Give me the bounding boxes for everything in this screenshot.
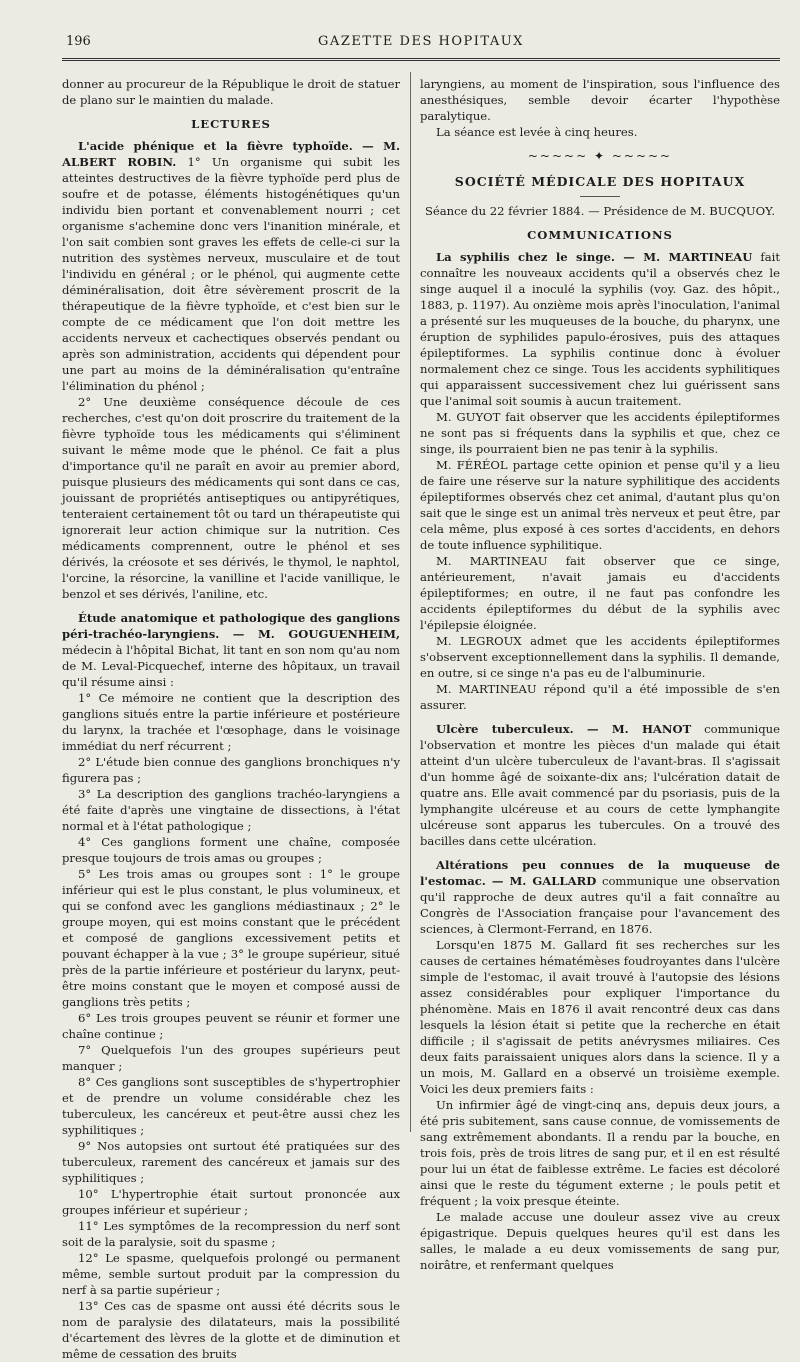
list-item: 9° Nos autopsies ont surtout été pratiquées sur des tuberculeux, rarement des cancéreux et jamais sur des syphilitiques ;: [62, 1139, 400, 1185]
list-item: 11° Les symptômes de la recompression du nerf sont soit de la paralysie, soit du spasme ;: [62, 1219, 400, 1249]
section-heading-communications: COMMUNICATIONS: [527, 228, 673, 242]
ornament-divider: ~~~~~ ✦ ~~~~~: [527, 149, 673, 163]
article-paragraph: M. MARTINEAU répond qu'il a été impossible de s'en assurer.: [420, 682, 780, 712]
list-item: 4° Ces ganglions forment une chaîne, composée presque toujours de trois amas ou groupes ;: [62, 835, 400, 865]
list-item: 3° La description des ganglions trachéo-laryngiens a été faite d'après une vingtaine de dissections, à l'état normal et à l'état pathologique ;: [62, 787, 400, 833]
header-rule: [62, 58, 780, 61]
article-ulcere-tuberculeux: [420, 721, 780, 849]
continued-paragraph: laryngiens, au moment de l'inspiration, sous l'influence des anesthésiques, semble devoir écarter l'hypothèse paralytique.: [420, 77, 780, 123]
list-item: 10° L'hypertrophie était surtout prononcée aux groupes inférieur et supérieur ;: [62, 1187, 400, 1217]
article-ganglions: [62, 610, 400, 690]
article-paragraph: Lorsqu'en 1875 M. Gallard fit ses recherches sur les causes de certaines hématémèses foudroyantes dans l'ulcère simple de l'estomac, il avait trouvé à l'autopsie des lésions assez considérables pour expliquer l'importance du phénomène. Mais en 1876 il avait rencontré deux cas dans lesquels la lésion était si petite que la recherche en était difficile ; il s'agissait de petits anévrysmes miliaires. Ces deux faits paraissaient uniques alors dans la science. Il y a un mois, M. Gallard en a observé un troisième exemple. Voici les deux premiers faits :: [420, 938, 780, 1096]
article-paragraph: 2° Une deuxième conséquence découle de ces recherches, c'est qu'on doit proscrire du traitement de la fièvre typhoïde tous les médicaments qui s'éliminent suivant le même mode que le phénol. Ce fait a plus d'importance qu'il ne paraît en avoir au premier abord, puisque plusieurs des médicaments qui sont dans ce cas, jouissant de propriétés antiseptiques ou antipyrétiques, tenteraient certainement tôt ou tard un thérapeutiste qui ignorerait leur action chimique sur la nutrition. Ces médicaments comprennent, outre le phénol et ses dérivés, la créosote et ses dérivés, le thymol, le naphtol, l'orcine, la résorcine, la vanilline et l'acide vanillique, le benzol et ses dérivés, l'aniline, etc.: [62, 395, 400, 601]
list-item: 2° L'étude bien connue des ganglions bronchiques n'y figurera pas ;: [62, 755, 400, 785]
article-paragraph: M. LEGROUX admet que les accidents épileptiformes s'observent exceptionnellement dans la syphilis. Il demande, en outre, si ce singe n'a pas eu de l'albuminurie.: [420, 634, 780, 680]
short-rule: [580, 196, 620, 197]
session-date: Séance du 22 février 1884. — Présidence de M. BUCQUOY.: [424, 204, 776, 218]
session-closing: La séance est levée à cinq heures.: [436, 125, 638, 139]
journal-title: GAZETTE DES HOPITAUX: [318, 34, 524, 49]
society-title: SOCIÉTÉ MÉDICALE DES HOPITAUX: [454, 174, 746, 189]
spacer: [420, 713, 780, 721]
spacer: [62, 602, 400, 610]
article-paragraph: médecin à l'hôpital Bichat, lit tant en son nom qu'au nom de M. Leval-Picquechef, interne des hôpitaux, un travail qu'il résume ainsi :: [62, 643, 400, 689]
list-item: 5° Les trois amas ou groupes sont : 1° le groupe inférieur qui est le plus constant, le plus volumineux, et qui se confond avec les ganglions médiastinaux ; 2° le groupe moyen, qui est moins constant que le précédent et composé de ganglions excessivement petits et pouvant échapper à la vue ; 3° le groupe supérieur, situé près de la partie inférieure et postérieur du larynx, peut-être moins constant que le moyen et composé aussi de ganglions très petits ;: [62, 867, 400, 1009]
column-divider: [410, 72, 411, 1132]
page-number: 196: [66, 34, 91, 49]
list-item: 8° Ces ganglions sont susceptibles de s'hypertrophier et de prendre un volume considérable chez les tuberculeux, les cancéreux et peut-être aussi chez les syphilitiques ;: [62, 1075, 400, 1137]
section-heading-lectures: LECTURES: [191, 117, 271, 131]
article-paragraph: 1° Un organisme qui subit les atteintes destructives de la fièvre typhoïde perd plus de soufre et de potasse, éléments histogénétiques qu'un individu bien portant et convenablement nourri ; cet organisme s'achemine donc vers l'inanition minérale, et l'on sait combien sont graves les effets de celle-ci sur la nutrition des systèmes nerveux, musculaire et de tout l'individu en général ; or le phénol, qui augmente cette déminéralisation, doit être sévèrement proscrit de la thérapeutique de la fièvre typhoïde, et c'est bien sur le compte de ce médicament que l'on doit mettre les accidents nerveux et cachectiques observés pendant ou après son administration, accidents qui dépendent pour une part au moins de la déminéralisation qu'entraîne l'élimination du phénol ;: [62, 155, 401, 393]
article-paragraph: Le malade accuse une douleur assez vive au creux épigastrique. Depuis quelques heures qu'il est dans les salles, le malade a eu deux vomissements de sang pur, noirâtre, et renfermant quelques: [420, 1210, 780, 1272]
list-item: 6° Les trois groupes peuvent se réunir et former une chaîne continue ;: [62, 1011, 400, 1041]
article-paragraph: M. FÉRÉOL partage cette opinion et pense qu'il y a lieu de faire une réserve sur la nature syphilitique des accidents épileptiformes observés chez cet animal, d'autant plus qu'on sait que le singe est un animal très nerveux et peut être, par cela même, plus exposé à ces sortes d'accidents, en dehors de toute influence syphilitique.: [420, 458, 780, 552]
right-column: [420, 76, 780, 1273]
article-paragraph: M. MARTINEAU fait observer que ce singe, antérieurement, n'avait jamais eu d'accidents épileptiformes; en outre, il ne faut pas confondre les accidents épileptiformes du début de la syphilis avec l'épilepsie éloignée.: [420, 554, 780, 632]
intro-paragraph: donner au procureur de la République le droit de statuer de plano sur le maintien du malade.: [62, 77, 400, 107]
article-paragraph: M. GUYOT fait observer que les accidents épileptiformes ne sont pas si fréquents dans la syphilis et que, chez ce singe, ils pourraient bien ne pas tenir à la syphilis.: [420, 410, 780, 456]
spacer: [420, 849, 780, 857]
list-item: 12° Le spasme, quelquefois prolongé ou permanent même, semble surtout produit par la compression du nerf à sa partie supérieur ;: [62, 1251, 400, 1297]
list-item: 1° Ce mémoire ne contient que la description des ganglions situés entre la partie inférieure et postérieure du larynx, la trachée et l'œsophage, dans le voisinage immédiat du nerf récurrent ;: [62, 691, 400, 753]
article-title: Étude anatomique et pathologique des ganglions péri-trachéo-laryngiens. — M. GOUGUENHEIM,: [62, 611, 400, 641]
article-paragraph: fait connaître les nouveaux accidents qu'il a observés chez le singe auquel il a inoculé la syphilis (voy. Gaz. des hôpit., 1883, p. 1197). Au onzième mois après l'inoculation, l'animal a présenté sur les muqueuses de la bouche, du pharynx, une éruption de syphilides papulo-érosives, puis des attaques épileptiformes. La syphilis continue donc à évoluer normalement chez ce singe. Tous les accidents syphilitiques qui apparaissent successivement chez lui guérissent sans que l'animal soit soumis à aucun traitement.: [420, 250, 780, 408]
article-title: L'acide phénique et la fièvre typhoïde. — M. ALBERT ROBIN.: [62, 139, 400, 169]
page-header: [60, 34, 782, 52]
article-muqueuse-estomac: [420, 857, 780, 937]
article-title: Altérations peu connues de la muqueuse de l'estomac. — M. GALLARD: [420, 858, 780, 888]
article-syphilis-singe: [420, 249, 780, 409]
article-paragraph: communique l'observation et montre les pièces d'un malade qui était atteint d'un ulcère tuberculeux de l'avant-bras. Il s'agissait d'un homme âgé de soixante-dix ans; l'ulcération datait de quatre ans. Elle avait commencé par du psoriasis, puis de la lymphangite ulcéreuse et au cours de cette lymphangite ulcéreuse sont apparus les tubercules. On a trouvé des bacilles dans cette ulcération.: [420, 722, 781, 848]
left-column: [62, 76, 400, 1362]
list-item: 13° Ces cas de spasme ont aussi été décrits sous le nom de paralysie des dilatateurs, mais la possibilité d'écartement des lèvres de la glotte et de diminution et même de cessation des bruits: [62, 1299, 400, 1361]
article-paragraph: communique une observation qu'il rapproche de deux autres qu'il a fait connaître au Congrès de l'Association française pour l'avancement des sciences, à Clermont-Ferrand, en 1876.: [420, 874, 780, 936]
article-acide-phenique: [62, 138, 400, 394]
article-title: La syphilis chez le singe. — M. MARTINEAU: [436, 250, 753, 264]
article-paragraph: Un infirmier âgé de vingt-cinq ans, depuis deux jours, a été pris subitement, sans cause connue, de vomissements de sang extrêmement abondants. Il a rendu par la bouche, en trois fois, près de trois litres de sang pur, et il en est résulté pour lui un état de faiblesse extrême. Le facies est décoloré ainsi que le reste du tégument externe ; le pouls petit et fréquent ; la voix presque éteinte.: [420, 1098, 780, 1208]
article-title: Ulcère tuberculeux. — M. HANOT: [436, 722, 692, 736]
list-item: 7° Quelquefois l'un des groupes supérieurs peut manquer ;: [62, 1043, 400, 1073]
